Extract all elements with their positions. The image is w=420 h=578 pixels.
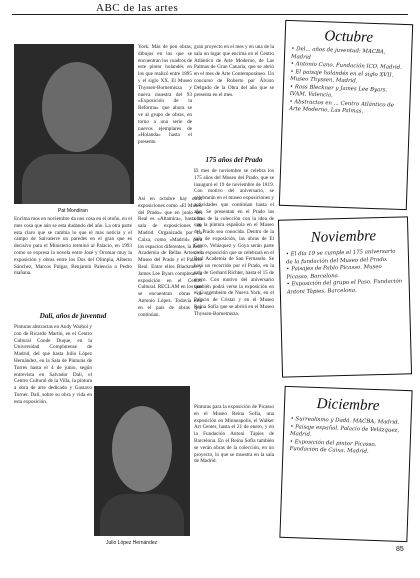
- panel-item: • Exposición del pintor Picasso. Fundación de Caixa, Madrid.: [289, 438, 377, 455]
- panel-item: • Del... años de juventud: MACBA, Madrid: [290, 46, 386, 61]
- col1-heading: Dalí, años de juventud: [39, 312, 107, 320]
- portrait-photo-bottom: [94, 386, 190, 536]
- panel-item: • Paisajes de Pablo Picasso. Museo Picasso, Barcelona.: [286, 264, 382, 281]
- portrait-shoulders: [22, 154, 130, 204]
- panel-item: • Paisaje español. Palacio de Velázquez, Madrid.: [289, 423, 400, 438]
- panel-item: • Surrealismo y Dadá. MACBA, Madrid.: [290, 416, 400, 426]
- calendar-panel-november: [278, 216, 412, 377]
- col3-body-paragraph: El mes de noviembre se celebra los 175 años del Museo del Prado, que se inauguró el 19 de noviembre de 1819. Con motivo del aniversario, se celebrarán en el museo exposiciones y actividades que continúan hasta el año. Se presentan en el Prado las obras de la colección con la idea de que la pintura española en el Museo del Prado sea conocida. Dentro de la sala de exposición, las obras de El Greco, Velázquez y Goya serán parte de la exposición que se celebrará en el Real Academia de San Fernando. Se hará un recorrido por el Prado, en la sala de Gerhard Richter, hasta el 15 de enero. Con motivo del aniversario también podrá verse la exposición en el Guggenheim de Nueva York, en el Palacio de Cristal y en el Museo Reina Sofía que se abrirá en el Museo Thyssen-Bornemisza.: [194, 168, 274, 317]
- calendar-panel-december: [279, 386, 412, 542]
- col1-intro-paragraph: Encima mos en noviembre da nos cosa en el otoño, en el mes cosa que aún se esta dudando del año. La otra parte esta claro que se cambia lo que el más noticia y el campo de Salvaterre un paredes en el gran que es decisivo para el Ministerio terminó al Palacio, en 1993 como se expresa la novela entre José y Oromar muy la exposición y obras entre los Dos del Olimpia, Alberto Sánchez, Marcos Pulgar, Benjamín Palencia o Pedro mañana.: [14, 216, 132, 277]
- page-number: 85: [396, 546, 404, 553]
- page-header: [0, 0, 420, 20]
- col2-top-paragraph: York. Más de pen obras, dibujos en los que se encuentran los cuadros de este pintor holandés en los que realizó entre 1895 y el siglo XX. El Museo Thyssen-Bornemisza y nueva muestra del 93 «Exposición de la Reforma» que ahora se ve al grupo de obras, en torno a una serie de nuevos ejemplares de «Holanda» hasta el presente.: [138, 44, 192, 146]
- col3-tail-paragraph: Pinturas para la exposición de Picasso en el Museo Reina Sofía, una exposición en Minneapolis, el Walker Art Center, hasta el 21 de enero, y en la Fundación Antoni Tàpies de Barcelona. En el Reina Sofía también se verán obras de la colección, en un proyecto, lo que se muestra en la sala de Madrid.: [194, 404, 274, 465]
- panel-item: • Ross Bleckner y James Lee Byars. IVAM, Valencia.: [289, 83, 388, 99]
- col1-intro-text: [14, 216, 132, 306]
- panel-title: Octubre: [324, 28, 374, 46]
- top-photo-caption: Pat Mondiran: [58, 208, 88, 214]
- bottom-photo-caption: Julio López Hernández: [106, 540, 158, 546]
- col1-body-paragraph: Pinturas abstractas en Andy Warhol y con de Ricardo Martín, en el Centro Cultural Conde Duque, en la Universidad Complutense de Madrid, del que hasta Julio López Hernández, en la Sala de Pinturas de Torres hasta el 4 de junio, según entrevista en Salvador Dalí, el Centro Cultural de la Villa, la pintura a obra de arte dedicado y Gustavo Torner. Dalí, sobre su obra y vida en esta exposición.: [14, 324, 92, 405]
- panel-title: Diciembre: [316, 395, 380, 415]
- col2-mid-text: [138, 196, 202, 376]
- panel-item: • El día 19 se cumple el 175 aniversario de la fundación del Museo del Prado.: [285, 248, 396, 266]
- portrait-shoulders: [100, 494, 184, 536]
- col3-tail-text: [194, 404, 274, 572]
- col3-top-text: [194, 44, 274, 154]
- col2-top-text: [138, 44, 192, 172]
- section-title: ABC de las artes: [96, 2, 179, 14]
- panel-item: • Exposición del grupo el Paso. Fundación Antoni Tàpies, Barcelona.: [286, 278, 403, 296]
- col3-top-paragraph: gran proyecto en el mes y en una de la sala un lugar que encima en el Centro Atlántico de Arte Moderno, de Las Palmas de Gran Canaria, que se abrió en el mes de Arte Contemporáneo. Un concurso de Roberto por Álvaro Delgado de la Obra del año que se presenta en el mes.: [194, 44, 274, 98]
- portrait-face: [112, 406, 172, 492]
- panel-title: Noviembre: [310, 228, 377, 246]
- col1-body-text: [14, 324, 92, 574]
- panel-item: • Antonio Cano. Fundación ICO, Madrid.: [290, 61, 402, 71]
- portrait-face: [42, 62, 112, 152]
- panel-item: • El paisaje holandés en el siglo XVII. Museo Thyssen, Madrid.: [290, 68, 394, 85]
- calendar-panel-october: [279, 20, 413, 210]
- panel-item: • Abstractos en ... Centro Atlántico de Arte Moderno, Las Palmas.: [289, 98, 394, 115]
- col3-body-text: [194, 168, 274, 398]
- col3-heading: 175 años del Prado: [205, 156, 263, 164]
- col2-mid-paragraph: Así en octubre hay otras exposiciones como «El Museo del Prado» que en junio del Real es «Altamira», hasta la sala de exposiciones de Madrid. Organizado por La Caixa, como «Madrid» para los espacios diferentes, la Real Academia de Bellas Artes, el Museo del Prado y el Palacio Real. Entre ellos Blackmer y James Lee Byars completan la exposición en el Centro Cultural. RECLAM en los que se encuentran obras de Antonio López. Todavía está en el país de obras que continúan.: [138, 196, 202, 318]
- header-rule: [12, 14, 408, 15]
- portrait-photo-top: [14, 44, 134, 204]
